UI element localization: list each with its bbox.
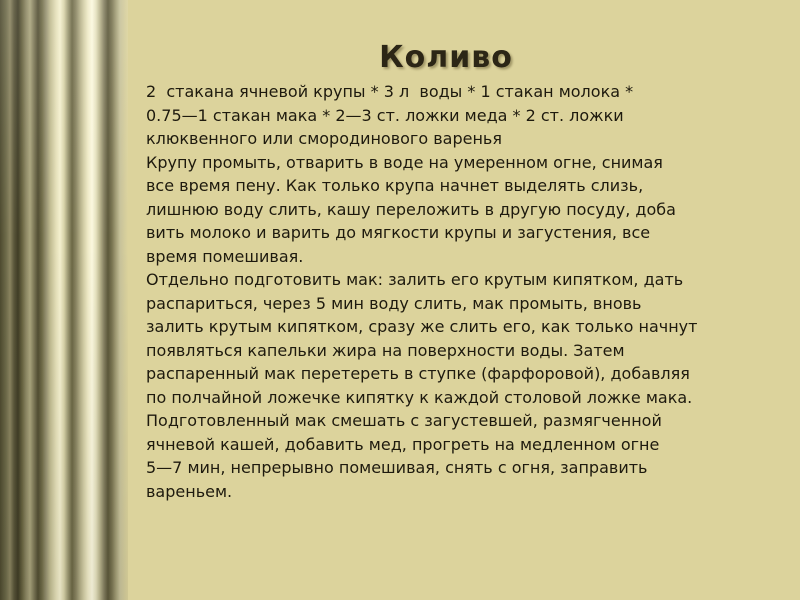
border-shading: [0, 0, 128, 600]
text-line: время помешивая.: [146, 246, 304, 266]
slide-title: Коливо: [379, 40, 513, 75]
text-line: клюквенного или смородинового варенья: [146, 129, 502, 148]
text-line: вить молоко и варить до мягкости крупы и загустения, все: [146, 223, 651, 242]
text-line: лишнюю воду слить, кашу переложить в другую посуду, доба: [146, 199, 676, 219]
text-line: 5—7 мин, непрерывно помешивая, снять с огня, заправить: [146, 458, 648, 477]
text-line: распариться, через 5 мин воду слить, мак промыть, вновь: [146, 293, 642, 313]
text-line: вареньем.: [146, 481, 233, 501]
text-line: 0.75—1 стакан мака * 2—3 ст. ложки меда * 2 ст. ложки: [146, 105, 624, 125]
text-line: ячневой кашей, добавить мед, прогреть на медленном огне: [146, 434, 660, 454]
text-line: распаренный мак перетереть в ступке (фарфоровой), добавляя: [146, 364, 690, 383]
text-line: залить крутым кипятком, сразу же слить его, как только начнут: [146, 317, 698, 336]
recipe-text: [146, 80, 766, 503]
text-line: Подготовленный мак смешать с загустевшей, размягченной: [146, 411, 662, 430]
text-line: все время пену. Как только крупа начнет выделять слизь,: [146, 176, 644, 195]
text-line: по полчайной ложечке кипятку к каждой столовой ложке мака.: [146, 387, 693, 407]
text-line: Отдельно подготовить мак: залить его крутым кипятком, дать: [146, 270, 684, 289]
text-line: 2 стакана ячневой крупы * 3 л воды * 1 стакан молока *: [146, 82, 634, 101]
text-line: Крупу промыть, отварить в воде на умеренном огне, снимая: [146, 152, 663, 172]
text-line: появляться капельки жира на поверхности воды. Затем: [146, 340, 625, 360]
